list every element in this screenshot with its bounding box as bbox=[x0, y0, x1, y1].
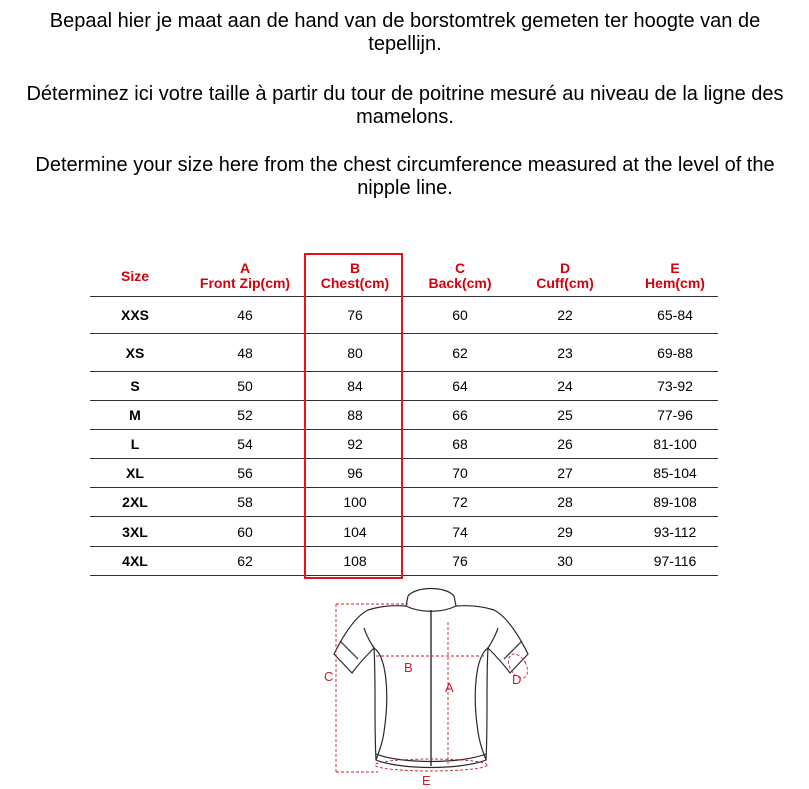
row-front-zip: 52 bbox=[237, 407, 253, 423]
intro-french: Déterminez ici votre taille à partir du tour de poitrine mesuré au niveau de la ligne des mamelons. bbox=[26, 83, 784, 128]
row-back: 64 bbox=[452, 378, 468, 394]
row-chest: 76 bbox=[347, 307, 363, 323]
header-letter-c: C bbox=[454, 260, 466, 276]
row-front-zip: 48 bbox=[237, 344, 253, 361]
row-size: 3XL bbox=[122, 523, 148, 540]
intro-english: Determine your size here from the chest circumference measured at the level of the nipple line. bbox=[35, 154, 775, 199]
header-cuff bbox=[515, 261, 615, 291]
row-back: 74 bbox=[452, 523, 468, 540]
row-hem: 77-96 bbox=[657, 407, 693, 423]
row-front-zip: 62 bbox=[237, 553, 253, 569]
jersey-measure-lines bbox=[336, 604, 531, 772]
row-chest: 88 bbox=[347, 407, 363, 423]
row-size: L bbox=[130, 436, 140, 452]
row-cuff: 26 bbox=[557, 436, 573, 452]
row-hem: 69-88 bbox=[657, 344, 693, 361]
row-back: 60 bbox=[452, 307, 468, 323]
row-front-zip: 46 bbox=[237, 307, 253, 323]
row-chest: 108 bbox=[343, 553, 367, 569]
row-chest: 84 bbox=[347, 378, 363, 394]
table-row bbox=[90, 488, 718, 517]
row-size: 2XL bbox=[122, 494, 148, 510]
row-cuff: 28 bbox=[557, 494, 573, 510]
row-size: 4XL bbox=[122, 553, 148, 569]
jersey-measurement-diagram bbox=[316, 582, 546, 789]
header-back bbox=[410, 261, 510, 291]
row-cuff: 25 bbox=[557, 407, 573, 423]
header-label-front-zip: Front Zip(cm) bbox=[199, 275, 291, 291]
row-size: XL bbox=[126, 465, 144, 481]
row-back: 68 bbox=[452, 436, 468, 452]
table-row bbox=[90, 459, 718, 488]
row-size: XXS bbox=[120, 307, 149, 323]
label-c: C bbox=[324, 669, 334, 684]
row-hem: 65-84 bbox=[657, 307, 693, 323]
row-hem: 73-92 bbox=[657, 378, 693, 394]
row-chest: 80 bbox=[347, 344, 363, 361]
header-label-back: Back(cm) bbox=[428, 275, 492, 291]
row-front-zip: 58 bbox=[237, 494, 253, 510]
row-front-zip: 54 bbox=[237, 436, 253, 452]
row-chest: 104 bbox=[343, 523, 367, 540]
label-b: B bbox=[404, 660, 413, 675]
table-row bbox=[90, 517, 718, 547]
header-letter-e: E bbox=[670, 260, 680, 276]
row-back: 76 bbox=[452, 553, 468, 569]
row-back: 66 bbox=[452, 407, 468, 423]
header-letter-d: D bbox=[559, 260, 571, 276]
table-row bbox=[90, 297, 718, 334]
header-front-zip bbox=[190, 261, 300, 291]
table-row bbox=[90, 372, 718, 401]
row-size: S bbox=[130, 378, 140, 394]
row-cuff: 29 bbox=[557, 523, 573, 540]
intro-dutch: Bepaal hier je maat aan de hand van de borstomtrek gemeten ter hoogte van de tepellijn. bbox=[49, 10, 761, 55]
header-hem bbox=[625, 261, 725, 291]
row-hem: 97-116 bbox=[653, 553, 697, 569]
table-row bbox=[90, 334, 718, 372]
row-back: 62 bbox=[452, 344, 468, 361]
header-label-chest: Chest(cm) bbox=[320, 275, 390, 291]
row-cuff: 23 bbox=[557, 344, 573, 361]
row-chest: 96 bbox=[347, 465, 363, 481]
row-cuff: 27 bbox=[557, 465, 573, 481]
row-back: 72 bbox=[452, 494, 468, 510]
row-front-zip: 60 bbox=[237, 523, 253, 540]
row-back: 70 bbox=[452, 465, 468, 481]
row-size: XS bbox=[125, 344, 145, 361]
row-hem: 89-108 bbox=[653, 494, 697, 510]
row-cuff: 30 bbox=[557, 553, 573, 569]
label-d: D bbox=[512, 672, 522, 687]
table-row bbox=[90, 430, 718, 459]
row-front-zip: 56 bbox=[237, 465, 253, 481]
row-hem: 93-112 bbox=[653, 523, 697, 540]
row-hem: 85-104 bbox=[653, 465, 697, 481]
row-cuff: 22 bbox=[557, 307, 573, 323]
header-label-hem: Hem(cm) bbox=[645, 275, 705, 291]
jersey-outline bbox=[334, 589, 528, 768]
row-hem: 81-100 bbox=[653, 436, 697, 452]
size-table bbox=[90, 254, 718, 576]
label-e: E bbox=[422, 773, 431, 788]
row-size: M bbox=[129, 407, 141, 423]
header-letter-a: A bbox=[239, 260, 251, 276]
size-table-header bbox=[90, 254, 718, 297]
header-size: Size bbox=[120, 268, 149, 284]
row-chest: 100 bbox=[343, 494, 367, 510]
jersey-collar bbox=[406, 589, 456, 612]
table-row bbox=[90, 401, 718, 430]
row-cuff: 24 bbox=[557, 378, 573, 394]
row-front-zip: 50 bbox=[237, 378, 253, 394]
chest-column-highlight bbox=[304, 253, 403, 579]
header-letter-b: B bbox=[349, 260, 361, 276]
row-chest: 92 bbox=[347, 436, 363, 452]
header-label-cuff: Cuff(cm) bbox=[536, 275, 594, 291]
label-a: A bbox=[445, 680, 454, 695]
table-row bbox=[90, 547, 718, 576]
